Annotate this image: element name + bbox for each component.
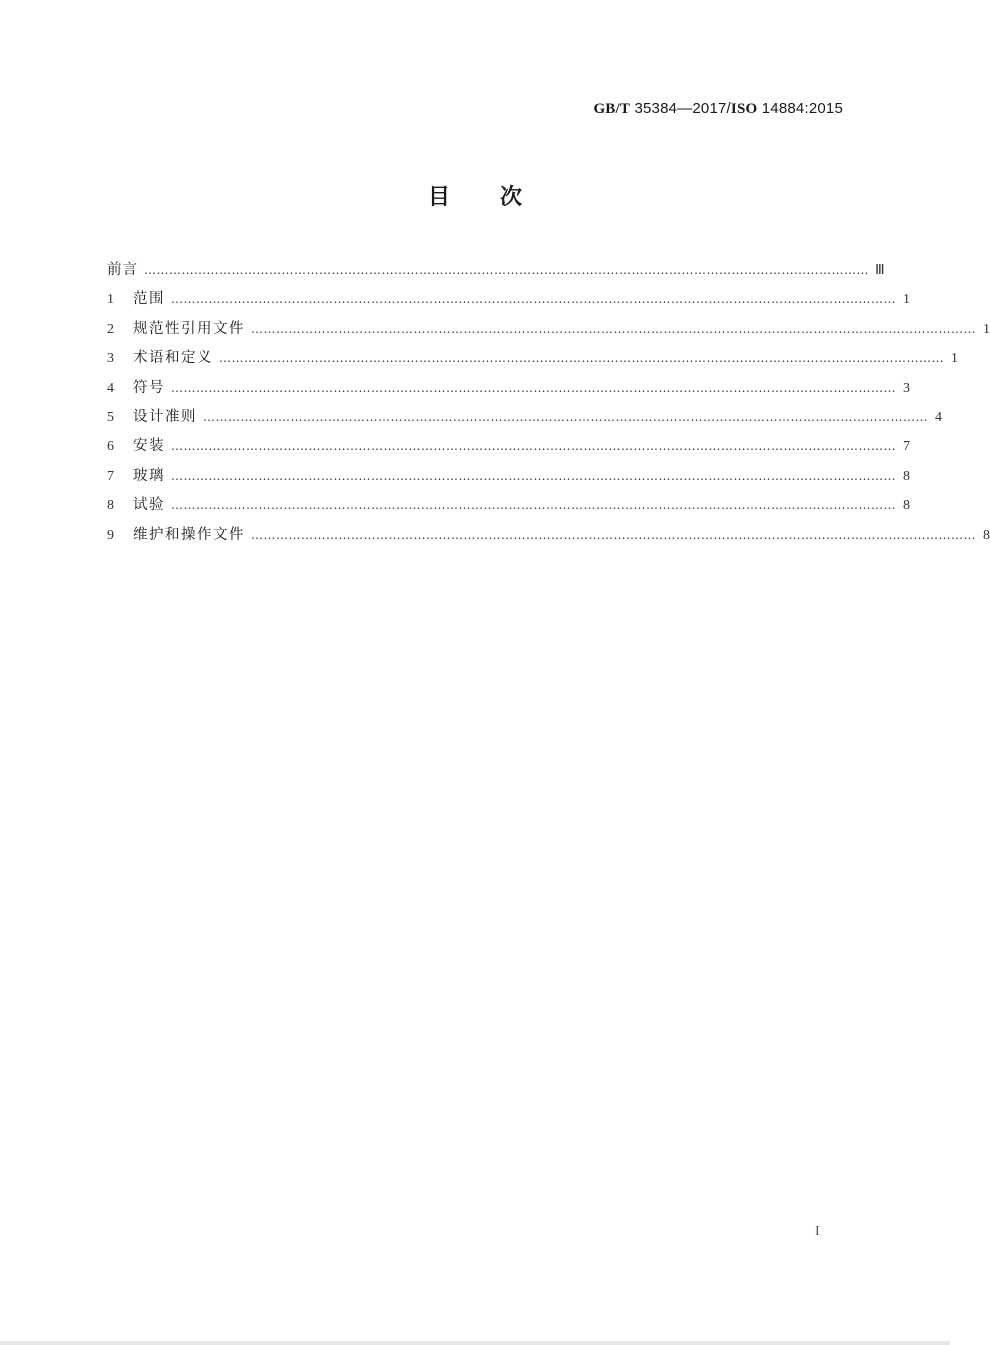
standard-code: GB/T [593,101,631,117]
toc-entry-leader: ………………………………………………………………………………………………………………………………………………………… [171,468,896,483]
toc-entry-page: 1 [903,292,910,308]
toc-entry[interactable] [107,493,910,522]
toc-entry-leader: ………………………………………………………………………………………………………………………………………………………… [251,321,976,336]
toc-entry[interactable] [107,258,885,287]
toc-entry-leader: ………………………………………………………………………………………………………………………………………………………… [171,439,896,454]
toc-entry-page: Ⅲ [875,263,885,278]
toc-entry-label: 前言 [107,262,138,278]
toc-entry-leader: ………………………………………………………………………………………………………………………………………………………… [219,351,944,366]
toc-entry-leader: ………………………………………………………………………………………………………………………………………………………… [171,292,896,307]
toc-entry-page: 8 [983,527,990,543]
toc-entry[interactable] [107,346,958,375]
toc-entry[interactable] [107,317,990,346]
toc-entry-page: 1 [983,321,990,337]
toc-entry-page: 7 [903,439,910,455]
toc-entry-leader: ………………………………………………………………………………………………………………………………………………………… [171,498,896,513]
toc-entry[interactable] [107,405,942,434]
toc-entry-number: 4 [107,380,114,396]
toc-entry[interactable] [107,434,910,463]
toc-entry[interactable] [107,464,910,493]
standard-number [593,100,843,118]
toc-entry-number: 1 [107,292,114,308]
toc-entry-number: 5 [107,409,114,425]
toc-entry-label: 范围 [133,291,165,308]
toc-entry-leader: ………………………………………………………………………………………………………………………………………………………… [144,263,869,277]
toc-entry-leader: ………………………………………………………………………………………………………………………………………………………… [171,380,896,395]
toc-entry-label: 设计准则 [133,408,197,425]
toc-entry-number: 9 [107,527,114,543]
table-of-contents [107,258,990,552]
toc-entry-leader: ………………………………………………………………………………………………………………………………………………………… [203,409,928,424]
toc-entry-number: 3 [107,351,114,367]
standard-number-rest: 35384—2017/ [630,100,731,117]
iso-number-rest: 14884:2015 [757,100,843,117]
toc-entry-page: 4 [935,409,942,425]
page-bottom-edge [0,1341,950,1345]
toc-entry-page: 3 [903,380,910,396]
toc-entry-leader: ………………………………………………………………………………………………………………………………………………………… [251,527,976,542]
page-title: 目次 [427,185,572,210]
toc-entry-page: 8 [903,498,910,514]
page-number: I [815,1224,820,1239]
toc-entry-label: 安装 [133,438,165,455]
toc-entry-number: 8 [107,498,114,514]
toc-entry[interactable] [107,376,910,405]
toc-entry-number: 2 [107,321,114,337]
iso-code: ISO [730,101,758,117]
toc-entry-label: 试验 [133,497,165,514]
toc-entry-page: 1 [951,351,958,367]
toc-entry[interactable] [107,523,990,552]
toc-entry-label: 维护和操作文件 [133,526,245,543]
toc-entry-number: 7 [107,468,114,484]
toc-entry-label: 术语和定义 [133,350,213,367]
toc-entry[interactable] [107,287,910,316]
toc-entry-page: 8 [903,468,910,484]
toc-entry-label: 规范性引用文件 [133,320,245,337]
toc-entry-label: 玻璃 [133,467,165,484]
toc-entry-number: 6 [107,439,114,455]
toc-entry-label: 符号 [133,379,165,396]
